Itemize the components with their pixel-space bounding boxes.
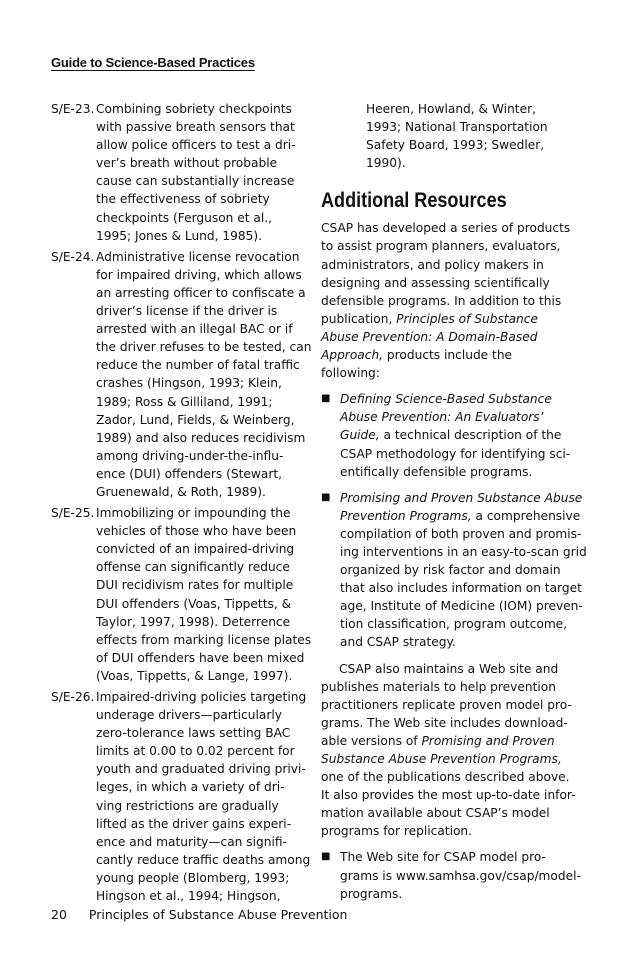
text-run: with passive breath sensors that — [96, 120, 295, 135]
text-run: 1989) and also reduces recidivism — [96, 430, 306, 445]
entry-text — [96, 100, 303, 245]
text-run: vehicles of those who have been — [96, 524, 297, 539]
text-run: programs. — [340, 886, 403, 901]
text-line — [96, 209, 303, 227]
text-line — [96, 887, 310, 905]
text-run: Impaired-driving policies targeting — [96, 690, 307, 704]
web-site-bullets — [321, 848, 587, 902]
text-line — [96, 136, 303, 154]
text-run: Taylor, 1997, 1998). Deterrence — [96, 614, 291, 629]
text-line — [340, 390, 587, 408]
text-line — [96, 815, 310, 833]
text-line — [96, 688, 310, 706]
text-line — [321, 696, 587, 714]
text-line — [340, 463, 587, 481]
text-run: crashes (Hingson, 1993; Klein, — [96, 376, 282, 391]
text-line — [96, 320, 311, 338]
italic-text: Abuse Prevention: An Evaluators’ — [340, 410, 544, 425]
text-run: 1989; Ross & Gilliland, 1991; — [96, 394, 273, 409]
text-line — [96, 613, 311, 631]
text-run: convicted of an impaired-driving — [96, 542, 295, 557]
italic-text: Substance Abuse Prevention Programs, — [321, 752, 562, 766]
text-line — [96, 595, 311, 613]
text-run: grams. The Web site includes download- — [321, 715, 568, 730]
text-line — [340, 579, 587, 597]
text-line — [321, 219, 587, 237]
text-line — [321, 822, 587, 840]
entry-text — [96, 504, 311, 685]
text-line — [340, 885, 587, 903]
text-run: a comprehensive — [471, 508, 581, 523]
bullet-item — [321, 848, 587, 902]
web-site-paragraph — [321, 660, 587, 841]
text-run: 1995; Jones & Lund, 1985). — [96, 228, 263, 243]
text-line — [340, 848, 587, 866]
text-line — [96, 540, 311, 558]
text-line — [366, 154, 587, 172]
text-run: allow police officers to test a dri- — [96, 138, 296, 153]
text-run: 1993; National Transportation — [366, 120, 548, 135]
text-run: (Voas, Tippetts, & Lange, 1997). — [96, 668, 293, 683]
text-run: a technical description of the — [379, 428, 562, 443]
text-run: cause can substantially increase — [96, 174, 295, 189]
text-line — [96, 284, 311, 302]
text-line — [96, 266, 311, 284]
text-line — [96, 411, 311, 429]
text-line — [321, 237, 587, 255]
text-run: limits at 0.00 to 0.02 percent for — [96, 744, 295, 759]
text-line — [96, 522, 311, 540]
text-line — [321, 732, 587, 750]
text-line — [340, 426, 587, 444]
text-run: products include the — [383, 348, 513, 363]
text-line — [96, 797, 310, 815]
text-run: one of the publications described above. — [321, 770, 570, 785]
text-run: programs for replication. — [321, 824, 473, 839]
text-run: designing and assessing scientifically — [321, 275, 550, 290]
text-line — [321, 328, 587, 346]
text-run: following: — [321, 366, 380, 381]
text-run: publication, — [321, 311, 397, 326]
bullet-item — [321, 489, 587, 652]
text-run: CSAP methodology for identifying sci- — [340, 446, 571, 461]
text-line — [340, 561, 587, 579]
text-line — [340, 867, 587, 885]
text-line — [340, 489, 587, 507]
text-line — [321, 678, 587, 696]
text-run: arrested with an illegal BAC or if — [96, 322, 293, 337]
text-run: Administrative license revocation — [96, 249, 300, 264]
text-line — [96, 190, 303, 208]
left-column — [51, 100, 312, 908]
text-run: cantly reduce traffic deaths among — [96, 852, 311, 867]
text-line — [96, 724, 310, 742]
text-line — [321, 364, 587, 382]
entry-text — [96, 688, 310, 905]
text-run: of DUI offenders have been mixed — [96, 650, 305, 665]
text-line — [340, 633, 587, 651]
text-run: able versions of — [321, 733, 422, 748]
running-header: Guide to Science-Based Practices — [51, 55, 255, 70]
text-run: effects from marking license plates — [96, 632, 312, 647]
entry-code: S/E-23. — [51, 102, 95, 116]
text-line — [96, 302, 311, 320]
practice-entry — [51, 688, 311, 905]
text-line — [96, 447, 311, 465]
text-run: among driving-under-the-influ- — [96, 448, 284, 463]
entry-text — [96, 248, 311, 501]
text-run: Immobilizing or impounding the — [96, 506, 291, 521]
text-run: offense can significantly reduce — [96, 560, 290, 575]
text-run: that also includes information on target — [340, 581, 582, 596]
text-run: driver’s license if the driver is — [96, 304, 278, 319]
italic-text: Guide, — [340, 428, 380, 443]
text-run: The Web site for CSAP model pro- — [340, 850, 546, 865]
text-line — [96, 154, 303, 172]
text-line — [366, 136, 587, 154]
text-line — [340, 525, 587, 543]
bullet-text — [340, 489, 587, 652]
text-line — [321, 786, 587, 804]
bullet-item — [321, 390, 587, 480]
text-run: publishes materials to help prevention — [321, 679, 556, 694]
text-line — [321, 750, 587, 768]
text-line — [96, 706, 310, 724]
italic-text: Abuse Prevention: A Domain-Based — [321, 329, 538, 344]
text-line — [96, 558, 311, 576]
text-line — [96, 504, 311, 522]
text-line — [96, 118, 303, 136]
text-line — [321, 274, 587, 292]
text-run: for impaired driving, which allows — [96, 267, 302, 282]
text-run: zero-tolerance laws setting BAC — [96, 726, 291, 741]
publication-title: Principles of Substance Abuse Prevention — [88, 907, 348, 922]
text-line — [96, 833, 310, 851]
text-run: Gruenewald, & Roth, 1989). — [96, 484, 266, 499]
text-run: ing interventions in an easy-to-scan grid — [340, 544, 587, 559]
text-line — [340, 507, 587, 525]
text-run: CSAP has developed a series of products — [321, 221, 571, 236]
text-line — [96, 760, 310, 778]
section-heading: Additional Resources — [321, 189, 507, 213]
text-line — [96, 356, 311, 374]
italic-text: Prevention Programs, — [340, 508, 472, 523]
text-line — [321, 804, 587, 822]
italic-text: Approach, — [321, 348, 384, 363]
text-line — [321, 256, 587, 274]
text-run: leges, in which a variety of dri- — [96, 780, 285, 795]
text-run: ence (DUI) offenders (Stewart, — [96, 466, 282, 481]
text-run: ver’s breath without probable — [96, 156, 278, 171]
bullet-text — [340, 390, 587, 480]
text-line — [340, 445, 587, 463]
text-run: lifted as the driver gains experi- — [96, 816, 292, 831]
text-run: Heeren, Howland, & Winter, — [366, 102, 536, 116]
text-run: an arresting officer to confiscate a — [96, 285, 306, 300]
page-footer — [51, 907, 347, 922]
publication-bullets — [321, 390, 587, 651]
text-run: the driver refuses to be tested, can — [96, 340, 312, 355]
text-line — [96, 869, 310, 887]
text-run: tion classification, program outcome, — [340, 617, 568, 632]
text-run: the effectiveness of sobriety — [96, 192, 270, 207]
text-line — [96, 248, 311, 266]
text-run: organized by risk factor and domain — [340, 563, 561, 578]
square-bullet-icon: ■ — [321, 393, 331, 405]
italic-text: Defining Science-Based Substance — [340, 392, 552, 407]
text-line — [96, 393, 311, 411]
text-run: Safety Board, 1993; Swedler, — [366, 138, 545, 153]
italic-text: Promising and Proven Substance Abuse — [340, 490, 583, 505]
text-line — [340, 597, 587, 615]
practice-entry — [51, 248, 312, 501]
text-line — [321, 660, 587, 678]
text-run: Hingson et al., 1994; Hingson, — [96, 889, 281, 904]
text-run: to assist program planners, evaluators, — [321, 239, 561, 254]
text-line — [96, 172, 303, 190]
text-line — [321, 292, 587, 310]
reference-continuation — [321, 100, 587, 172]
entry-code: S/E-25. — [51, 506, 95, 521]
italic-text: Promising and Proven — [421, 733, 555, 748]
square-bullet-icon: ■ — [321, 491, 331, 503]
text-line — [96, 374, 311, 392]
entry-code: S/E-26. — [51, 690, 95, 704]
text-line — [96, 742, 310, 760]
page-number: 20 — [51, 907, 67, 922]
text-run: and CSAP strategy. — [340, 635, 456, 650]
text-run: young people (Blomberg, 1993; — [96, 870, 290, 885]
text-line — [321, 714, 587, 732]
text-run: defensible programs. In addition to this — [321, 293, 562, 308]
text-run: youth and graduated driving privi- — [96, 762, 306, 777]
text-line — [96, 778, 310, 796]
text-run: underage drivers—particularly — [96, 708, 282, 723]
text-line — [96, 576, 311, 594]
text-run: ving restrictions are gradually — [96, 798, 279, 813]
text-line — [96, 429, 311, 447]
bullet-text — [340, 848, 587, 902]
text-line — [96, 851, 310, 869]
text-line — [96, 338, 311, 356]
text-line — [340, 543, 587, 561]
text-run: entifically defensible programs. — [340, 464, 533, 479]
text-line — [321, 346, 587, 364]
text-run: Zador, Lund, Fields, & Weinberg, — [96, 412, 295, 427]
text-line — [96, 649, 311, 667]
text-run: It also provides the most up-to-date infor- — [321, 788, 576, 803]
practice-entry — [51, 504, 312, 685]
right-column — [321, 100, 587, 911]
text-line — [96, 100, 303, 118]
text-run: reduce the number of fatal traffic — [96, 358, 300, 373]
text-line — [96, 667, 311, 685]
text-line — [340, 615, 587, 633]
text-run: grams is www.samhsa.gov/csap/model- — [340, 868, 581, 883]
text-run: CSAP also maintains a Web site and — [339, 661, 559, 676]
text-run: ence and maturity—can signifi- — [96, 834, 287, 849]
text-line — [96, 227, 303, 245]
text-run: checkpoints (Ferguson et al., — [96, 210, 272, 225]
text-run: DUI offenders (Voas, Tippetts, & — [96, 596, 292, 611]
text-line — [96, 631, 311, 649]
text-run: Combining sobriety checkpoints — [96, 102, 292, 116]
text-run: mation available about CSAP’s model — [321, 806, 550, 821]
text-line — [96, 483, 311, 501]
text-run: age, Institute of Medicine (IOM) preven- — [340, 599, 583, 614]
text-run: 1990). — [366, 156, 406, 171]
text-line — [366, 118, 587, 136]
entry-code: S/E-24. — [51, 249, 95, 264]
text-line — [340, 408, 587, 426]
text-run: practitioners replicate proven model pro- — [321, 697, 572, 712]
text-line — [366, 100, 587, 118]
text-run: compilation of both proven and promis- — [340, 526, 582, 541]
text-line — [96, 465, 311, 483]
intro-paragraph — [321, 219, 587, 382]
practice-entry — [51, 100, 303, 245]
square-bullet-icon: ■ — [321, 851, 331, 863]
text-line — [321, 310, 587, 328]
italic-text: Principles of Substance — [396, 311, 538, 326]
text-run: DUI recidivism rates for multiple — [96, 578, 294, 593]
text-line — [321, 768, 587, 786]
text-run: administrators, and policy makers in — [321, 257, 544, 272]
